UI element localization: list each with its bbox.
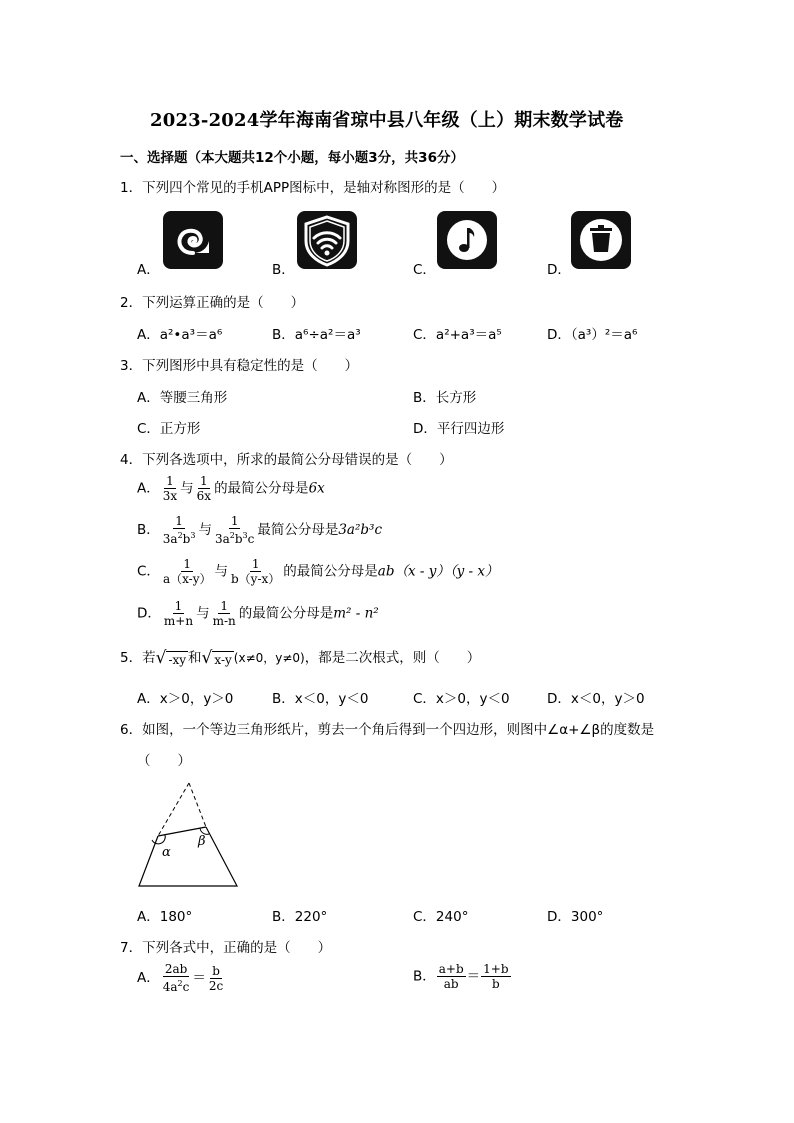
q2-option-a: A．a²•a³＝a⁶	[137, 327, 223, 343]
denominator: ab	[443, 977, 459, 991]
denominator: $3a^2b^3c$	[214, 531, 255, 546]
wifi-shield-icon	[297, 211, 357, 269]
q3-option-b: B．长方形	[413, 390, 477, 406]
numerator: 1+b	[483, 962, 509, 976]
q2-option-c: C．a²+a³＝a⁵	[413, 327, 502, 343]
q7a-label: A．	[137, 970, 160, 986]
fraction	[211, 599, 238, 628]
alpha-label: α	[162, 845, 171, 860]
denominator: a（x-y）	[162, 572, 212, 586]
fraction	[437, 962, 466, 991]
q7-option-b	[413, 962, 512, 991]
q3-option-a: A．等腰三角形	[137, 390, 228, 406]
q6-option-a: A．180°	[137, 909, 193, 925]
question-4-stem: 4．下列各选项中，所求的最简公分母错误的是（ ）	[120, 452, 453, 468]
q4d-label: D．	[137, 605, 161, 622]
numerator: 1	[174, 599, 183, 613]
q7b-label: B．	[413, 968, 436, 985]
connector-text: 与	[214, 563, 228, 580]
question-6-paren: （ ）	[137, 753, 191, 769]
fraction	[161, 962, 192, 994]
q1-option-a-label: A．	[137, 262, 160, 278]
fraction	[481, 962, 510, 991]
numerator: a+b	[438, 962, 464, 976]
q4c-label: C．	[137, 563, 160, 580]
numerator: 1	[220, 599, 228, 613]
denominator: b	[492, 977, 500, 991]
answer-expression: ab（x - y）（y - x）	[377, 563, 499, 580]
connector-text: 和	[188, 650, 202, 666]
fraction	[161, 514, 198, 546]
denominator: 2c	[208, 978, 224, 993]
fraction	[161, 474, 179, 503]
music-note-icon	[437, 211, 497, 269]
question-6-stem: 6．如图，一个等边三角形纸片，剪去一个角后得到一个四边形，则图中∠α+∠β的度数是	[120, 722, 655, 738]
stem-suffix: ，都是二次根式，则（ ）	[304, 650, 481, 666]
numerator: 1	[251, 557, 260, 571]
q4a-label: A．	[137, 480, 160, 497]
q6-option-d: D．300°	[547, 909, 604, 925]
q1-option-b-label: B．	[272, 262, 295, 278]
fraction	[195, 474, 213, 503]
answer-expression: m² - n²	[333, 605, 379, 622]
radicand: x-y	[214, 652, 232, 667]
q2-option-d: D．（a³）²＝a⁶	[547, 327, 638, 343]
q4-option-d	[137, 599, 379, 628]
q4b-label: B．	[137, 522, 160, 538]
condition-text: (x≠0，y≠0)	[233, 651, 305, 665]
q4-option-b	[137, 514, 382, 546]
page-title: 2023-2024学年海南省琼中县八年级（上）期末数学试卷	[150, 110, 624, 131]
tail-text: 的最简公分母是	[238, 605, 334, 622]
q5-option-b: B．x＜0，y＜0	[272, 691, 369, 707]
q5-option-c: C．x＞0，y＜0	[413, 691, 510, 707]
equals-sign: ＝	[466, 968, 481, 985]
fraction	[213, 514, 256, 546]
q7-option-a	[137, 962, 226, 994]
denominator: b（y-x）	[230, 572, 281, 586]
tail-text: 的最简公分母是	[283, 563, 378, 580]
q1-option-d-label: D．	[547, 262, 571, 278]
answer-expression: 3a²b³c	[338, 522, 383, 538]
numerator: 2ab	[164, 962, 188, 976]
fraction	[229, 557, 282, 586]
denominator: m-n	[212, 614, 236, 628]
fraction	[162, 599, 195, 628]
radicand: -xy	[168, 652, 187, 667]
connector-text: 与	[198, 522, 212, 538]
q3-option-d: D．平行四边形	[413, 421, 505, 437]
numerator: 1	[200, 474, 208, 488]
q1-option-c-label: C．	[413, 262, 436, 278]
tail-text: 最简公分母是	[257, 522, 339, 538]
section-heading: 一、选择题（本大题共12个小题，每小题3分，共36分）	[120, 150, 464, 166]
beta-label: β	[198, 834, 206, 849]
denominator: $4a^2c$	[162, 979, 190, 994]
numerator: 1	[183, 557, 192, 571]
sqrt-expression: √ -xy	[155, 647, 187, 668]
numerator: b	[212, 963, 220, 978]
denominator: 6x	[196, 489, 212, 503]
q5-option-d: D．x＜0，y＞0	[547, 691, 645, 707]
connector-text: 与	[196, 605, 210, 622]
denominator: m+n	[163, 614, 194, 628]
q3-option-c: C．正方形	[137, 421, 201, 437]
question-3-stem: 3．下列图形中具有稳定性的是（ ）	[120, 358, 359, 374]
numerator: 1	[166, 474, 174, 488]
question-5-stem	[120, 646, 480, 668]
answer-expression: 6x	[308, 480, 325, 497]
numerator: 1	[175, 514, 183, 528]
denominator: 3x	[162, 489, 178, 503]
question-2-stem: 2．下列运算正确的是（ ）	[120, 295, 305, 311]
fraction	[161, 557, 214, 586]
connector-text: 与	[180, 480, 194, 497]
sqrt-expression: √ x-y	[201, 647, 232, 668]
snail-icon	[163, 211, 223, 269]
q2-option-b: B．a⁶÷a²＝a³	[272, 327, 361, 343]
stem-prefix: 5．若	[120, 650, 156, 666]
tail-text: 的最简公分母是	[214, 480, 309, 497]
q4-option-c	[137, 557, 499, 586]
q6-option-b: B．220°	[272, 909, 328, 925]
question-1-stem: 1．下列四个常见的手机APP图标中，是轴对称图形的是（ ）	[120, 180, 506, 196]
triangle-figure	[130, 775, 250, 895]
trash-icon	[571, 211, 631, 269]
q5-option-a: A．x＞0，y＞0	[137, 691, 234, 707]
denominator: $3a^2b^3$	[162, 531, 196, 546]
question-7-stem: 7．下列各式中，正确的是（ ）	[120, 940, 332, 956]
q4-option-a	[137, 474, 325, 503]
q6-option-c: C．240°	[413, 909, 469, 925]
numerator: 1	[230, 514, 239, 528]
fraction	[207, 964, 225, 993]
equals-sign: ＝	[192, 970, 206, 986]
